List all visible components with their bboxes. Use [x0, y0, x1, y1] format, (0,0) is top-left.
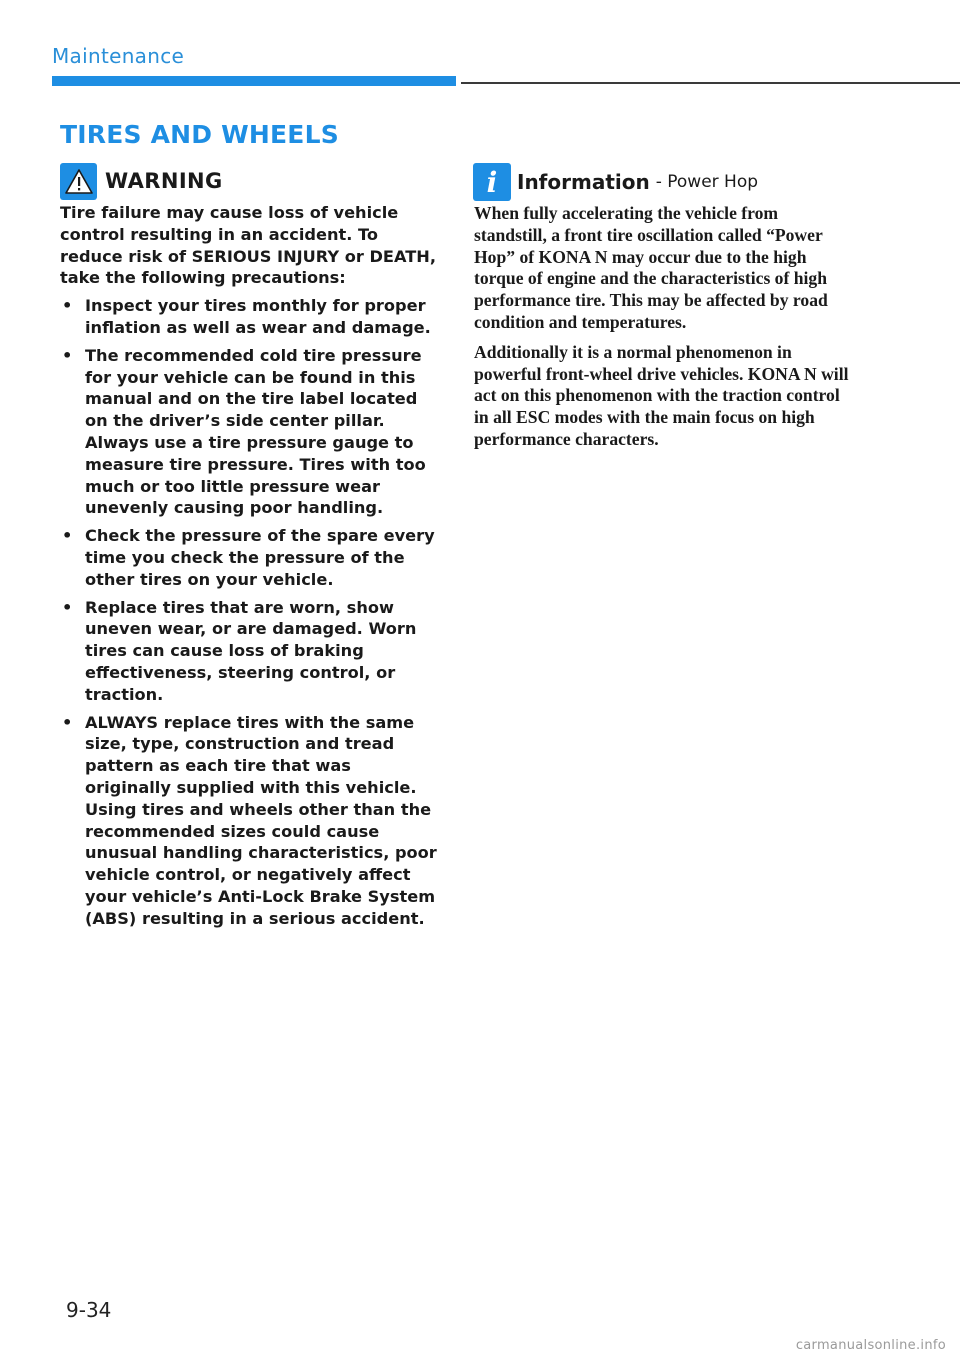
warning-header: [60, 162, 223, 200]
section-label: Maintenance: [52, 44, 185, 68]
information-body: [474, 203, 854, 459]
list-item-text: The recommended cold tire pressure for your vehicle can be found in this manual and on the tire label located on the driver’s side center pillar. Always use a tire pressure gauge to measure tire pressure. Tires with too much or too little pressure wear unevenly causing poor handling.: [85, 345, 426, 518]
information-subtitle: - Power Hop: [655, 172, 759, 192]
bullet-icon: •: [62, 597, 73, 617]
bullet-icon: •: [62, 345, 73, 365]
information-title: Information: [517, 170, 650, 194]
section-title: TIRES AND WHEELS: [60, 120, 339, 149]
list-item: [60, 345, 442, 519]
list-item: [60, 597, 442, 706]
warning-list: [60, 295, 442, 929]
warning-title: WARNING: [105, 169, 223, 193]
list-item: [60, 525, 442, 590]
list-item-text: Replace tires that are worn, show uneven wear, or are damaged. Worn tires can cause loss of braking effectiveness, steering control, or traction.: [85, 597, 417, 704]
information-paragraph: When fully accelerating the vehicle from standstill, a front tire oscillation called “Power Hop” of KONA N may occur due to the high torque of engine and the characteristics of high performance tire. This may be affected by road condition and temperatures.: [474, 203, 828, 332]
list-item-text: Check the pressure of the spare every time you check the pressure of the other tires on your vehicle.: [85, 526, 435, 589]
bullet-icon: •: [62, 712, 73, 732]
warning-body: [60, 202, 442, 936]
warning-triangle-icon: [60, 163, 97, 200]
header-rule: [461, 82, 960, 84]
page-number: 9-34: [66, 1298, 112, 1322]
information-header: [473, 162, 758, 202]
information-icon: i: [473, 163, 511, 201]
information-paragraph: Additionally it is a normal phenomenon in powerful front-wheel drive vehicles. KONA N will act on this phenomenon with the traction control in all ESC modes with the main focus on high performance characters.: [474, 341, 849, 449]
bullet-icon: •: [62, 296, 73, 316]
list-item: [60, 712, 442, 930]
list-item-text: Inspect your tires monthly for proper inflation as well as wear and damage.: [85, 296, 431, 337]
watermark: carmanualsonline.info: [795, 1338, 946, 1353]
bullet-icon: •: [62, 526, 73, 546]
header-accent-bar: [52, 76, 456, 86]
warning-intro: Tire failure may cause loss of vehicle control resulting in an accident. To reduce risk of SERIOUS INJURY or DEATH, take the following precautions:: [60, 203, 436, 288]
list-item: [60, 295, 442, 339]
list-item-text: ALWAYS replace tires with the same size, type, construction and tread pattern as each tire that was originally supplied with this vehicle. Using tires and wheels other than the recommended sizes could cause unusual handling characteristics, poor vehicle control, or negatively affect your vehicle’s Anti-Lock Brake System (ABS) resulting in a serious accident.: [85, 712, 437, 928]
